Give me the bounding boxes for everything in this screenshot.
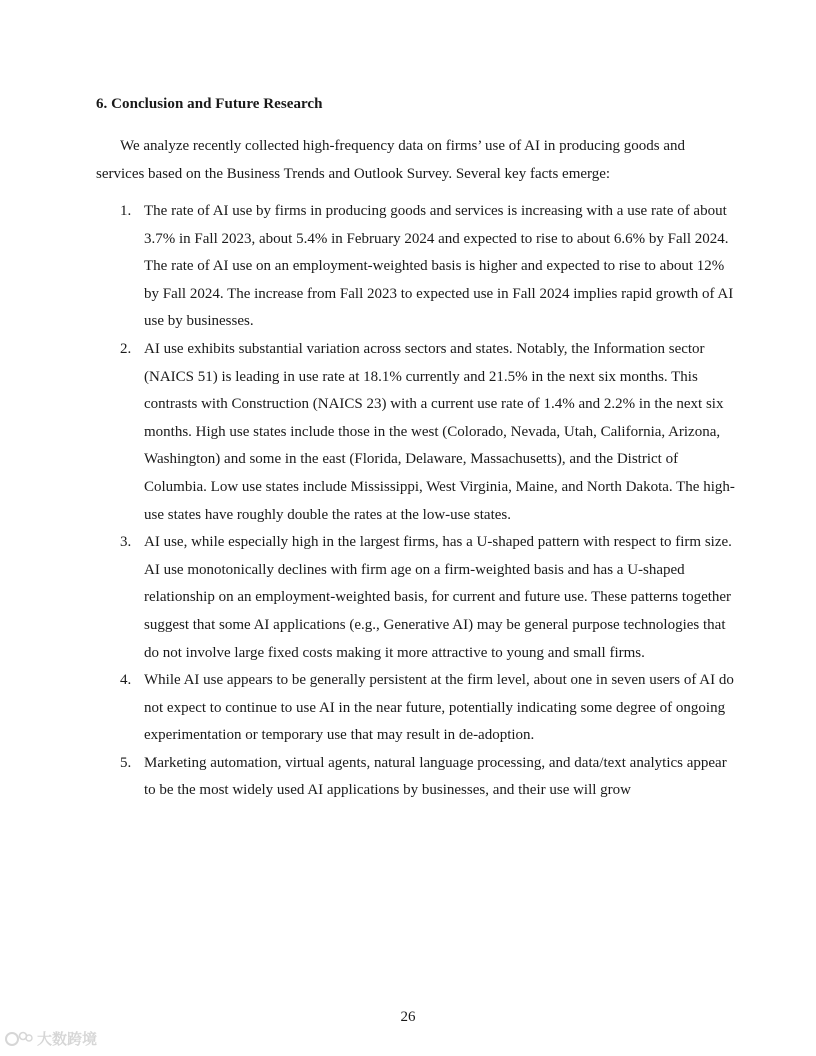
page-number: 26 xyxy=(400,1009,416,1025)
list-item xyxy=(96,336,736,529)
list-item xyxy=(96,198,736,336)
list-item-text: AI use exhibits substantial variation across sectors and states. Notably, the Information sector (NAICS 51) is leading in use rate at 18.1% currently and 21.5% in the next six months. This contrasts with Construction (NAICS 23) with a current use rate of 1.4% and 2.2% in the next six months. High use states include those in the west (Colorado, Nevada, Utah, California, Arizona, Washington) and some in the east (Florida, Delaware, Massachusetts), and the District of Columbia. Low use states include Mississippi, West Virginia, Maine, and North Dakota. The high-use states have roughly double the rates at the low-use states. xyxy=(144,340,735,523)
list-item-number: 2. xyxy=(120,340,132,357)
watermark-text: 大数跨境 xyxy=(37,1030,98,1048)
key-facts-list xyxy=(96,198,736,805)
list-item xyxy=(96,529,736,667)
list-item-text: Marketing automation, virtual agents, natural language processing, and data/text analytics appear to be the most widely used AI applications by businesses, and their use will grow xyxy=(144,754,727,799)
list-item-number: 1. xyxy=(120,203,132,219)
list-item xyxy=(96,667,736,750)
intro-paragraph: We analyze recently collected high-frequency data on firms’ use of AI in producing goods and services based on the Business Trends and Outlook Survey. Several key facts emerge: xyxy=(96,138,685,182)
list-item-text: AI use, while especially high in the largest firms, has a U-shaped pattern with respect to firm size. AI use monotonically declines with firm age on a firm-weighted basis and has a U-shaped relationship on an employment-weighted basis, for current and future use. These patterns together suggest that some AI applications (e.g., Generative AI) may be general purpose technologies that do not involve large fixed costs making it more attractive to young and small firms. xyxy=(144,534,732,661)
list-item xyxy=(96,750,736,805)
watermark-logo-icon xyxy=(4,1029,34,1049)
section-heading: 6. Conclusion and Future Research xyxy=(96,96,323,112)
watermark xyxy=(4,1028,97,1049)
list-item-text: The rate of AI use by firms in producing goods and services is increasing with a use rate of about 3.7% in Fall 2023, about 5.4% in February 2024 and expected to rise to about 6.6% by Fall 2024. The rate of AI use on an employment-weighted basis is higher and expected to rise to about 12% by Fall 2024. The increase from Fall 2023 to expected use in Fall 2024 implies rapid growth of AI use by businesses. xyxy=(144,203,734,330)
list-item-number: 3. xyxy=(120,534,132,551)
list-item-number: 5. xyxy=(120,754,132,771)
list-item-text: While AI use appears to be generally persistent at the firm level, about one in seven users of AI do not expect to continue to use AI in the near future, potentially indicating some degree of ongoing experimentation or temporary use that may result in de-adoption. xyxy=(144,672,734,744)
list-item-number: 4. xyxy=(120,672,132,689)
